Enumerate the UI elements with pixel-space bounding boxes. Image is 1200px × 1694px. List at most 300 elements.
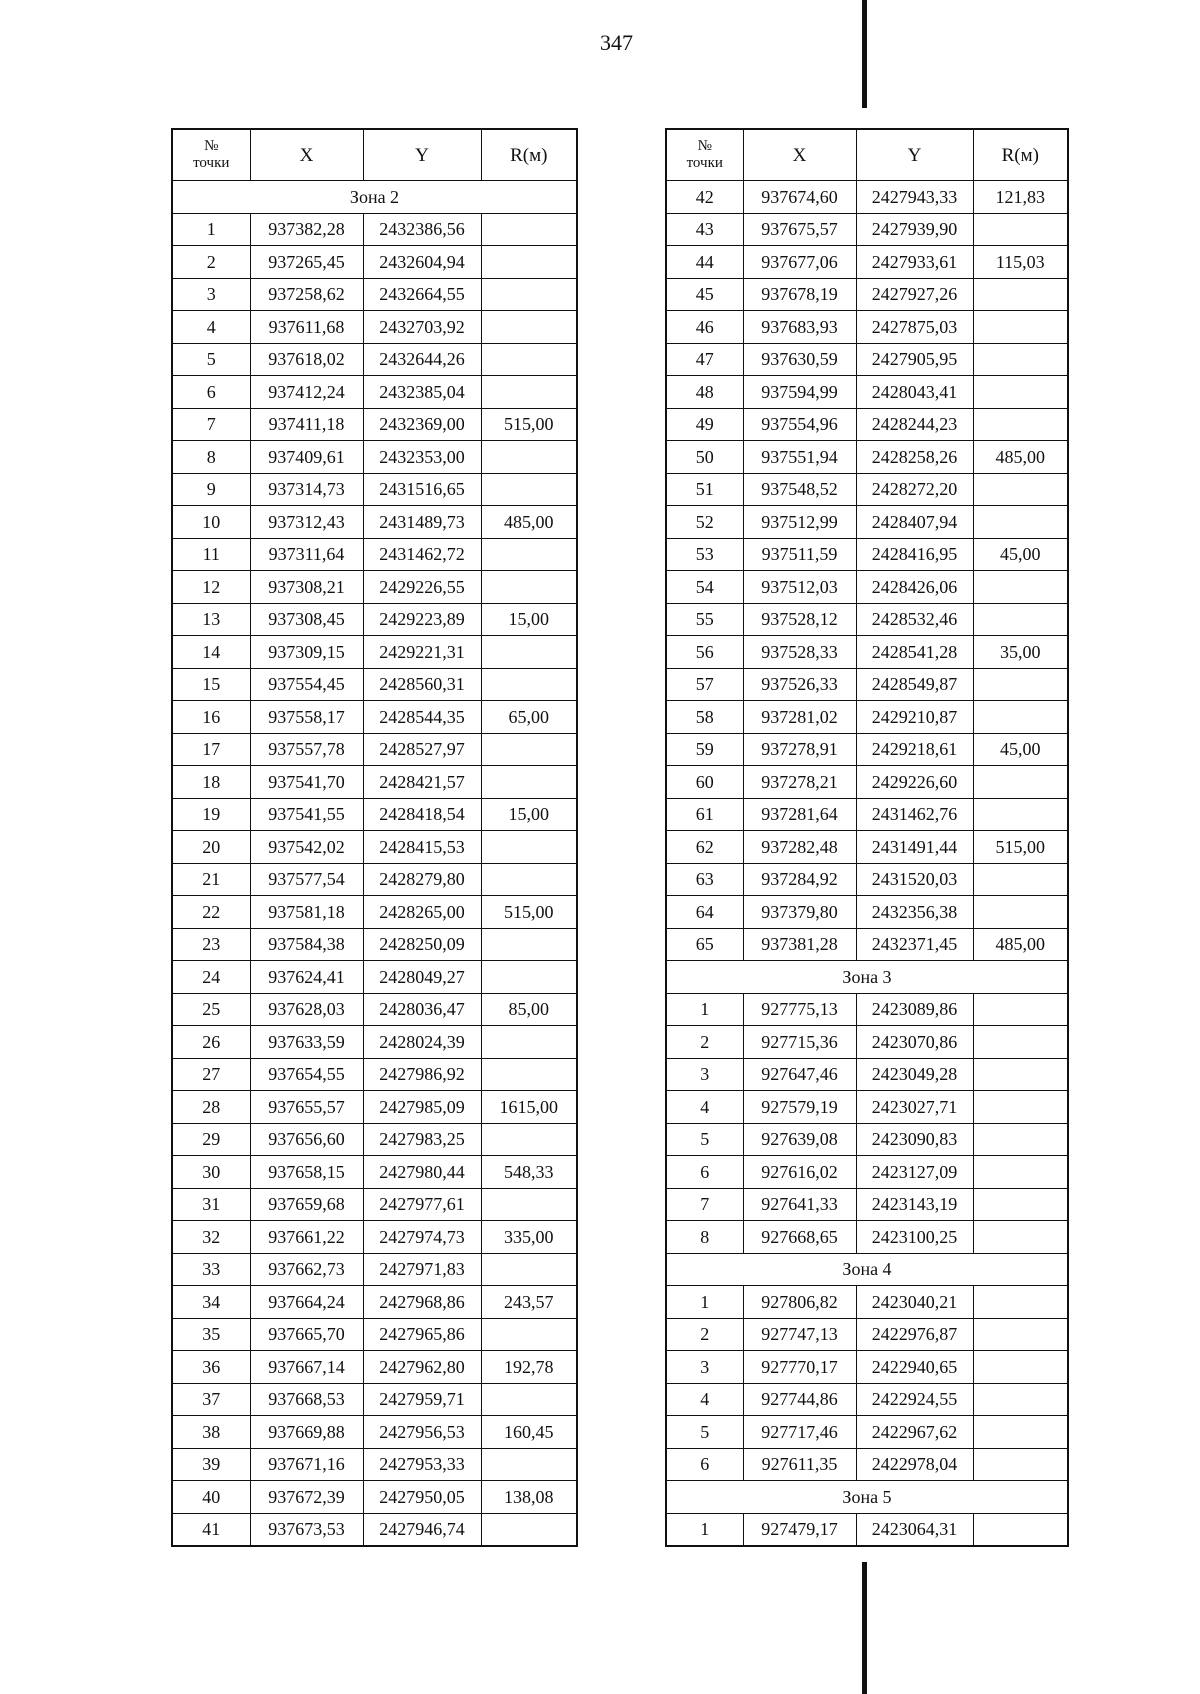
table-row [666,1123,1068,1156]
x-coordinate-cell: 937672,39 [250,1481,363,1514]
y-coordinate-cell: 2427946,74 [363,1513,481,1546]
radius-cell [973,1383,1068,1416]
table-row [666,603,1068,636]
y-coordinate-cell: 2427986,92 [363,1058,481,1091]
binding-edge-line-bottom [862,1562,867,1694]
point-number-cell: 48 [666,376,743,409]
point-number-cell: 7 [666,1188,743,1221]
point-number-cell: 18 [172,766,250,799]
y-coordinate-cell: 2427977,61 [363,1188,481,1221]
y-coordinate-cell: 2431516,65 [363,473,481,506]
radius-cell: 515,00 [973,831,1068,864]
point-number-cell: 53 [666,538,743,571]
y-coordinate-cell: 2427985,09 [363,1091,481,1124]
y-coordinate-cell: 2432371,45 [856,928,973,961]
table-row [666,701,1068,734]
table-row [666,213,1068,246]
x-coordinate-cell: 937512,99 [743,506,856,539]
x-coordinate-cell: 937409,61 [250,441,363,474]
x-coordinate-cell: 927641,33 [743,1188,856,1221]
table-row [172,1383,577,1416]
table-row [172,213,577,246]
zone-header-row [172,181,577,214]
table-row [666,1286,1068,1319]
header-row [666,129,1068,181]
point-number-cell: 24 [172,961,250,994]
header-y: Y [363,129,481,181]
x-coordinate-cell: 937258,62 [250,278,363,311]
table-row [666,1318,1068,1351]
radius-cell: 45,00 [973,538,1068,571]
y-coordinate-cell: 2427905,95 [856,343,973,376]
radius-cell [481,1123,577,1156]
point-number-cell: 37 [172,1383,250,1416]
radius-cell [481,1058,577,1091]
radius-cell [481,636,577,669]
y-coordinate-cell: 2423027,71 [856,1091,973,1124]
y-coordinate-cell: 2427956,53 [363,1416,481,1449]
y-coordinate-cell: 2428250,09 [363,928,481,961]
x-coordinate-cell: 937618,02 [250,343,363,376]
radius-cell [973,1318,1068,1351]
table-row [666,1221,1068,1254]
y-coordinate-cell: 2427939,90 [856,213,973,246]
point-number-cell: 19 [172,798,250,831]
radius-cell [973,993,1068,1026]
y-coordinate-cell: 2429221,31 [363,636,481,669]
y-coordinate-cell: 2428272,20 [856,473,973,506]
point-number-cell: 4 [172,311,250,344]
y-coordinate-cell: 2428532,46 [856,603,973,636]
y-coordinate-cell: 2432369,00 [363,408,481,441]
x-coordinate-cell: 937512,03 [743,571,856,604]
table-row [172,1286,577,1319]
y-coordinate-cell: 2427933,61 [856,246,973,279]
y-coordinate-cell: 2427943,33 [856,181,973,214]
x-coordinate-cell: 937662,73 [250,1253,363,1286]
header-r: R(м) [973,129,1068,181]
point-number-cell: 51 [666,473,743,506]
radius-cell [481,961,577,994]
y-coordinate-cell: 2428024,39 [363,1026,481,1059]
y-coordinate-cell: 2423127,09 [856,1156,973,1189]
y-coordinate-cell: 2422978,04 [856,1448,973,1481]
x-coordinate-cell: 937655,57 [250,1091,363,1124]
y-coordinate-cell: 2422967,62 [856,1416,973,1449]
point-number-cell: 6 [666,1156,743,1189]
y-coordinate-cell: 2431520,03 [856,863,973,896]
x-coordinate-cell: 937541,70 [250,766,363,799]
y-coordinate-cell: 2428560,31 [363,668,481,701]
header-num-sign: № [697,137,712,154]
table-row [666,246,1068,279]
x-coordinate-cell: 937308,45 [250,603,363,636]
x-coordinate-cell: 937411,18 [250,408,363,441]
table-row [666,473,1068,506]
y-coordinate-cell: 2427974,73 [363,1221,481,1254]
y-coordinate-cell: 2431489,73 [363,506,481,539]
header-r: R(м) [481,129,577,181]
table-row [172,473,577,506]
y-coordinate-cell: 2428544,35 [363,701,481,734]
radius-cell: 65,00 [481,701,577,734]
radius-cell [973,1058,1068,1091]
point-number-cell: 7 [172,408,250,441]
point-number-cell: 64 [666,896,743,929]
x-coordinate-cell: 927747,13 [743,1318,856,1351]
radius-cell: 515,00 [481,408,577,441]
point-number-cell: 59 [666,733,743,766]
point-number-cell: 38 [172,1416,250,1449]
point-number-cell: 8 [172,441,250,474]
y-coordinate-cell: 2427959,71 [363,1383,481,1416]
point-number-cell: 3 [172,278,250,311]
y-coordinate-cell: 2422976,87 [856,1318,973,1351]
radius-cell [481,376,577,409]
y-coordinate-cell: 2429226,60 [856,766,973,799]
table-row [666,1351,1068,1384]
point-number-cell: 1 [172,213,250,246]
header-point-number [666,129,743,181]
radius-cell [481,1383,577,1416]
table-row [172,668,577,701]
point-number-cell: 32 [172,1221,250,1254]
radius-cell [481,1253,577,1286]
radius-cell [973,571,1068,604]
y-coordinate-cell: 2427965,86 [363,1318,481,1351]
point-number-cell: 43 [666,213,743,246]
point-number-cell: 13 [172,603,250,636]
y-coordinate-cell: 2428244,23 [856,408,973,441]
y-coordinate-cell: 2432664,55 [363,278,481,311]
header-num-sign: № [204,137,219,154]
x-coordinate-cell: 937584,38 [250,928,363,961]
radius-cell: 160,45 [481,1416,577,1449]
table-row [666,408,1068,441]
x-coordinate-cell: 937382,28 [250,213,363,246]
x-coordinate-cell: 937594,99 [743,376,856,409]
y-coordinate-cell: 2427950,05 [363,1481,481,1514]
table-row [172,636,577,669]
x-coordinate-cell: 937265,45 [250,246,363,279]
table-row [666,668,1068,701]
table-row [172,1351,577,1384]
radius-cell [481,1318,577,1351]
y-coordinate-cell: 2422940,65 [856,1351,973,1384]
x-coordinate-cell: 937658,15 [250,1156,363,1189]
table-row [666,571,1068,604]
table-row [172,1221,577,1254]
radius-cell [481,343,577,376]
y-coordinate-cell: 2432604,94 [363,246,481,279]
coordinates-table-left [171,128,578,1547]
point-number-cell: 55 [666,603,743,636]
radius-cell: 45,00 [973,733,1068,766]
x-coordinate-cell: 937528,33 [743,636,856,669]
table-body-right [666,181,1068,1547]
radius-cell [481,246,577,279]
table-row [172,506,577,539]
y-coordinate-cell: 2427983,25 [363,1123,481,1156]
radius-cell [481,928,577,961]
x-coordinate-cell: 927668,65 [743,1221,856,1254]
point-number-cell: 15 [172,668,250,701]
table-row [172,376,577,409]
x-coordinate-cell: 927806,82 [743,1286,856,1319]
radius-cell: 485,00 [973,928,1068,961]
table-row [666,1058,1068,1091]
radius-cell [973,1156,1068,1189]
table-row [172,1188,577,1221]
y-coordinate-cell: 2423100,25 [856,1221,973,1254]
point-number-cell: 39 [172,1448,250,1481]
y-coordinate-cell: 2422924,55 [856,1383,973,1416]
point-number-cell: 17 [172,733,250,766]
table-row [172,538,577,571]
y-coordinate-cell: 2429210,87 [856,701,973,734]
x-coordinate-cell: 937541,55 [250,798,363,831]
table-row [666,278,1068,311]
point-number-cell: 6 [172,376,250,409]
radius-cell [973,896,1068,929]
radius-cell [973,1448,1068,1481]
point-number-cell: 45 [666,278,743,311]
table-row [172,1448,577,1481]
radius-cell [481,473,577,506]
table-row [666,831,1068,864]
x-coordinate-cell: 937664,24 [250,1286,363,1319]
y-coordinate-cell: 2429218,61 [856,733,973,766]
table-body-left [172,181,577,1547]
x-coordinate-cell: 937628,03 [250,993,363,1026]
table-row [172,441,577,474]
table-row [666,1026,1068,1059]
x-coordinate-cell: 937282,48 [743,831,856,864]
x-coordinate-cell: 937671,16 [250,1448,363,1481]
y-coordinate-cell: 2428549,87 [856,668,973,701]
x-coordinate-cell: 937314,73 [250,473,363,506]
table-row [666,1091,1068,1124]
radius-cell [973,1286,1068,1319]
x-coordinate-cell: 927647,46 [743,1058,856,1091]
table-row [666,376,1068,409]
table-row [172,311,577,344]
radius-cell: 335,00 [481,1221,577,1254]
point-number-cell: 52 [666,506,743,539]
x-coordinate-cell: 927611,35 [743,1448,856,1481]
x-coordinate-cell: 937551,94 [743,441,856,474]
table-row [666,798,1068,831]
x-coordinate-cell: 937667,14 [250,1351,363,1384]
x-coordinate-cell: 937683,93 [743,311,856,344]
zone-header-row [666,961,1068,994]
point-number-cell: 5 [172,343,250,376]
page-number: 347 [600,30,633,55]
radius-cell [481,863,577,896]
radius-cell [973,213,1068,246]
point-number-cell: 26 [172,1026,250,1059]
radius-cell: 485,00 [481,506,577,539]
point-number-cell: 29 [172,1123,250,1156]
point-number-cell: 6 [666,1448,743,1481]
point-number-cell: 36 [172,1351,250,1384]
zone-title: Зона 4 [666,1253,1068,1286]
point-number-cell: 2 [666,1026,743,1059]
header-num-word: точки [193,155,230,171]
radius-cell: 15,00 [481,603,577,636]
x-coordinate-cell: 937678,19 [743,278,856,311]
x-coordinate-cell: 937281,02 [743,701,856,734]
y-coordinate-cell: 2428049,27 [363,961,481,994]
radius-cell [481,1513,577,1546]
table-row [172,1156,577,1189]
y-coordinate-cell: 2427953,33 [363,1448,481,1481]
radius-cell [481,733,577,766]
radius-cell [481,213,577,246]
table-row [666,1448,1068,1481]
point-number-cell: 11 [172,538,250,571]
x-coordinate-cell: 937278,91 [743,733,856,766]
point-number-cell: 47 [666,343,743,376]
radius-cell [481,538,577,571]
x-coordinate-cell: 937661,22 [250,1221,363,1254]
radius-cell: 35,00 [973,636,1068,669]
point-number-cell: 16 [172,701,250,734]
y-coordinate-cell: 2423070,86 [856,1026,973,1059]
point-number-cell: 12 [172,571,250,604]
zone-title: Зона 5 [666,1481,1068,1514]
x-coordinate-cell: 937659,68 [250,1188,363,1221]
x-coordinate-cell: 927770,17 [743,1351,856,1384]
radius-cell: 85,00 [481,993,577,1026]
radius-cell [481,311,577,344]
point-number-cell: 1 [666,1286,743,1319]
table-row [666,343,1068,376]
point-number-cell: 49 [666,408,743,441]
table-row [666,506,1068,539]
y-coordinate-cell: 2423143,19 [856,1188,973,1221]
point-number-cell: 41 [172,1513,250,1546]
header-y: Y [856,129,973,181]
table-row [172,733,577,766]
y-coordinate-cell: 2423089,86 [856,993,973,1026]
table-row [172,571,577,604]
y-coordinate-cell: 2431462,76 [856,798,973,831]
table-row [172,246,577,279]
table-row [666,766,1068,799]
x-coordinate-cell: 927717,46 [743,1416,856,1449]
radius-cell: 548,33 [481,1156,577,1189]
table-row [172,993,577,1026]
y-coordinate-cell: 2428418,54 [363,798,481,831]
x-coordinate-cell: 937528,12 [743,603,856,636]
table-row [172,343,577,376]
x-coordinate-cell: 937278,21 [743,766,856,799]
table-row [172,1318,577,1351]
point-number-cell: 5 [666,1123,743,1156]
point-number-cell: 20 [172,831,250,864]
y-coordinate-cell: 2432644,26 [363,343,481,376]
point-number-cell: 10 [172,506,250,539]
coordinates-table-right [665,128,1069,1547]
y-coordinate-cell: 2429223,89 [363,603,481,636]
table-row [172,961,577,994]
point-number-cell: 56 [666,636,743,669]
x-coordinate-cell: 937654,55 [250,1058,363,1091]
y-coordinate-cell: 2423049,28 [856,1058,973,1091]
point-number-cell: 42 [666,181,743,214]
table-row [172,278,577,311]
point-number-cell: 40 [172,1481,250,1514]
y-coordinate-cell: 2427968,86 [363,1286,481,1319]
y-coordinate-cell: 2432353,00 [363,441,481,474]
y-coordinate-cell: 2429226,55 [363,571,481,604]
radius-cell: 515,00 [481,896,577,929]
x-coordinate-cell: 937554,45 [250,668,363,701]
table-row [172,1058,577,1091]
table-row [172,701,577,734]
table-row [172,1513,577,1546]
y-coordinate-cell: 2427980,44 [363,1156,481,1189]
y-coordinate-cell: 2428541,28 [856,636,973,669]
x-coordinate-cell: 937630,59 [743,343,856,376]
point-number-cell: 58 [666,701,743,734]
radius-cell [481,831,577,864]
radius-cell: 1615,00 [481,1091,577,1124]
x-coordinate-cell: 937526,33 [743,668,856,701]
table-row [666,733,1068,766]
radius-cell [973,1513,1068,1546]
radius-cell [973,1091,1068,1124]
x-coordinate-cell: 927639,08 [743,1123,856,1156]
table-row [666,928,1068,961]
radius-cell [973,278,1068,311]
x-coordinate-cell: 937284,92 [743,863,856,896]
radius-cell [481,1188,577,1221]
radius-cell: 243,57 [481,1286,577,1319]
point-number-cell: 61 [666,798,743,831]
radius-cell [973,766,1068,799]
table-row [172,896,577,929]
x-coordinate-cell: 937381,28 [743,928,856,961]
point-number-cell: 25 [172,993,250,1026]
point-number-cell: 27 [172,1058,250,1091]
x-coordinate-cell: 937669,88 [250,1416,363,1449]
point-number-cell: 28 [172,1091,250,1124]
point-number-cell: 1 [666,1513,743,1546]
table-row [172,1481,577,1514]
y-coordinate-cell: 2428416,95 [856,538,973,571]
point-number-cell: 1 [666,993,743,1026]
point-number-cell: 9 [172,473,250,506]
radius-cell: 138,08 [481,1481,577,1514]
table-row [172,408,577,441]
table-row [666,441,1068,474]
radius-cell [973,1188,1068,1221]
y-coordinate-cell: 2428279,80 [363,863,481,896]
header-point-number [172,129,250,181]
table-row [172,1026,577,1059]
x-coordinate-cell: 937548,52 [743,473,856,506]
table-row [172,1123,577,1156]
y-coordinate-cell: 2428258,26 [856,441,973,474]
zone-header-row [666,1481,1068,1514]
x-coordinate-cell: 937656,60 [250,1123,363,1156]
x-coordinate-cell: 937577,54 [250,863,363,896]
x-coordinate-cell: 927744,86 [743,1383,856,1416]
table-row [172,1416,577,1449]
radius-cell [481,1026,577,1059]
